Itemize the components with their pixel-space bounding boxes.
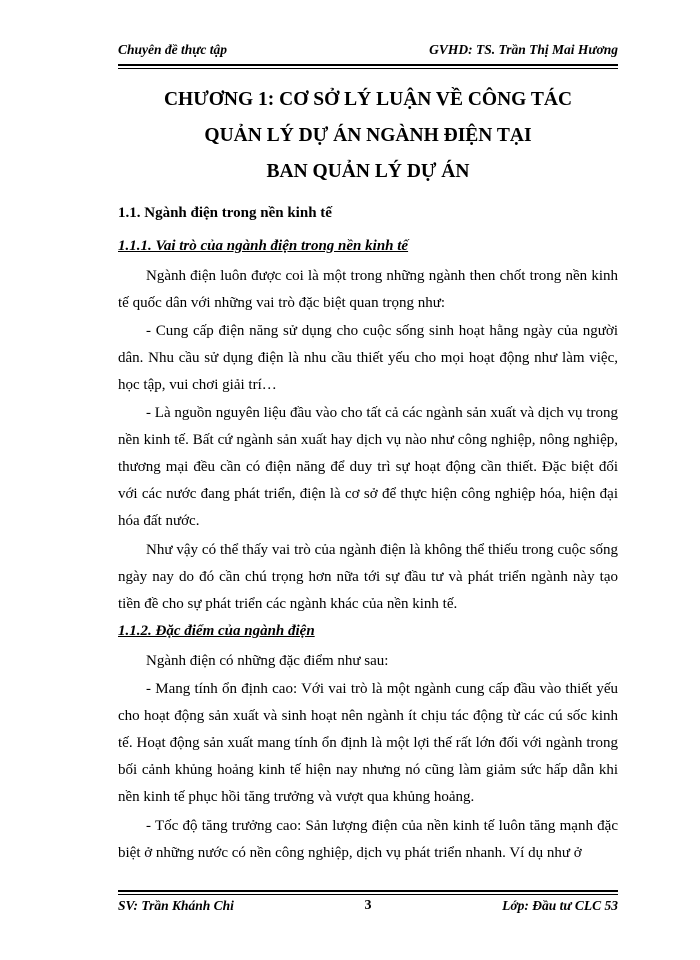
footer-class: Lớp: Đầu tư CLC 53 xyxy=(502,898,618,913)
section-heading-1-1: 1.1. Ngành điện trong nền kinh tế xyxy=(118,205,332,221)
paragraph: - Mang tính ổn định cao: Với vai trò là một ngành cung cấp đầu vào thiết yếu cho hoạt động sản xuất và sinh hoạt nên ngành ít chịu tác động từ các cú sốc kinh tế. Hoạt động sản xuất mang tính ổn định là một lợi thế rất lớn đối với ngành trong bối cảnh khủng hoảng kinh tế hiện nay nhưng nó cũng làm giảm sức hấp dẫn khi nền kinh tế phục hồi tăng trưởng và vượt qua khủng hoảng. xyxy=(118,681,618,805)
chapter-title-line-3: BAN QUẢN LÝ DỰ ÁN xyxy=(266,161,470,182)
chapter-title-line-1: CHƯƠNG 1: CƠ SỞ LÝ LUẬN VỀ CÔNG TÁC xyxy=(163,89,573,110)
paragraph: - Cung cấp điện năng sử dụng cho cuộc sống sinh hoạt hằng ngày của người dân. Nhu cầu sử dụng điện là nhu cầu thiết yếu cho mọi hoạt động như làm việc, học tập, vui chơi giải trí… xyxy=(118,323,618,393)
footer-student: SV: Trần Khánh Chi xyxy=(118,898,234,913)
header-rule xyxy=(118,64,618,66)
paragraph: Như vậy có thể thấy vai trò của ngành điện là không thể thiếu trong cuộc sống ngày nay do đó cần chú trọng hơn nữa tới sự đầu tư và phát triển ngành này tạo tiền đề cho sự phát triển các ngành khác của nền kinh tế. xyxy=(118,542,618,612)
chapter-title-line-2: QUẢN LÝ DỰ ÁN NGÀNH ĐIỆN TẠI xyxy=(204,125,532,146)
paragraph: - Tốc độ tăng trưởng cao: Sản lượng điện của nền kinh tế luôn tăng mạnh đặc biệt ở những nước có nền công nghiệp, dịch vụ phát triển nhanh. Ví dụ như ở xyxy=(118,818,618,861)
section-heading-1-1-2: 1.1.2. Đặc điểm của ngành điện xyxy=(118,623,315,639)
paragraph: Ngành điện luôn được coi là một trong những ngành then chốt trong nền kinh tế quốc dân với những vai trò đặc biệt quan trọng như: xyxy=(118,268,618,311)
page-number: 3 xyxy=(364,898,372,913)
chapter-title xyxy=(118,82,618,190)
paragraph: - Là nguồn nguyên liệu đầu vào cho tất cả các ngành sản xuất và dịch vụ trong nền kinh tế. Bất cứ ngành sản xuất hay dịch vụ nào như công nghiệp, nông nghiệp, thương mại đều cần có điện năng để duy trì sự hoạt động cần thiết. Đặc biệt đối với các nước đang phát triển, điện là cơ sở để thực hiện công nghiệp hóa, hiện đại hóa đất nước. xyxy=(118,405,618,529)
footer-rule xyxy=(118,890,618,892)
header-rule-thin xyxy=(118,68,618,69)
paragraph: Ngành điện có những đặc điểm như sau: xyxy=(146,653,389,669)
header-left: Chuyên đề thực tập xyxy=(118,42,227,57)
footer-rule-thin xyxy=(118,894,618,895)
section-heading-1-1-1: 1.1.1. Vai trò của ngành điện trong nền kinh tế xyxy=(118,238,409,254)
header-right: GVHD: TS. Trần Thị Mai Hương xyxy=(429,42,618,57)
